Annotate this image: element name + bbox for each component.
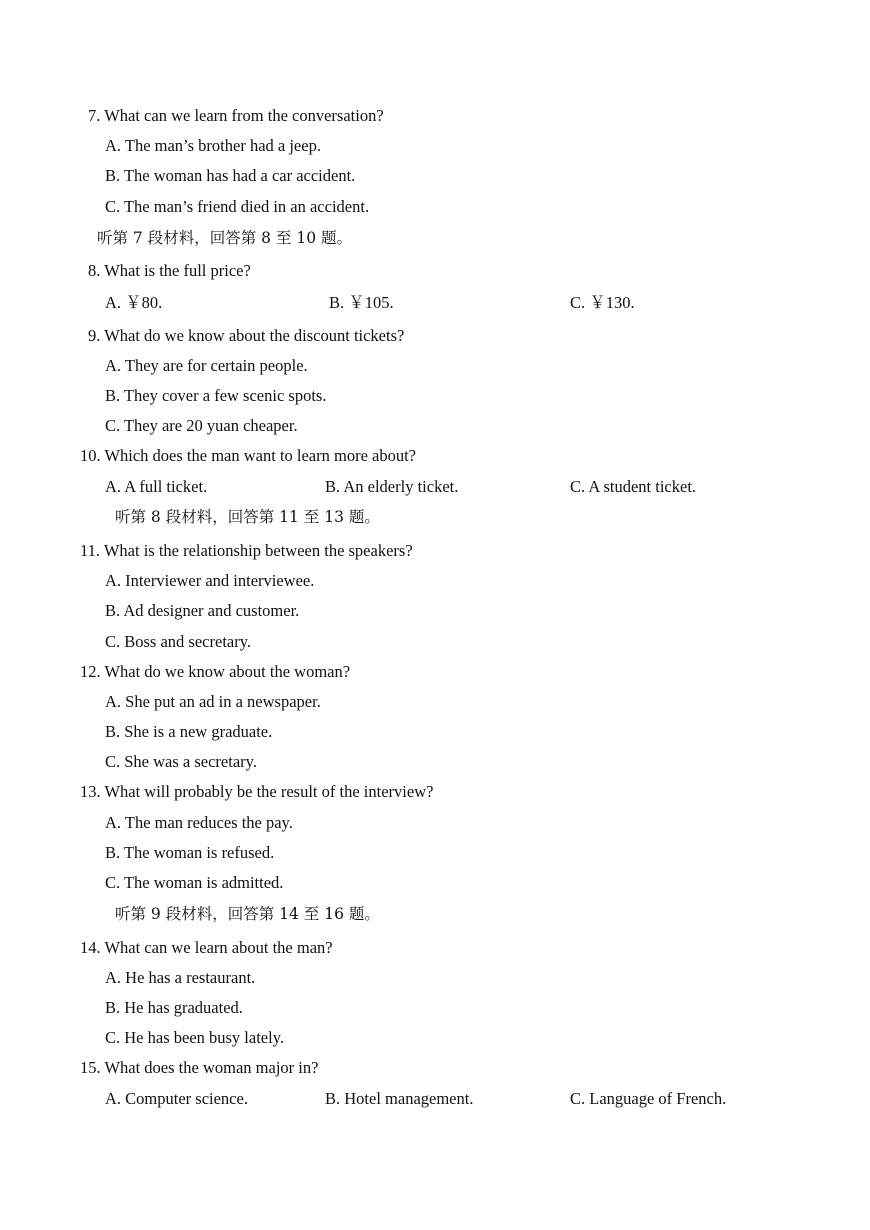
question-10: 10. Which does the man want to learn more about? bbox=[80, 446, 417, 465]
question-8-option-c: C. ￥130. bbox=[570, 293, 635, 312]
question-9-option-a: A. They are for certain people. bbox=[105, 356, 308, 375]
question-14: 14. What can we learn about the man? bbox=[80, 938, 333, 957]
question-10-option-c: C. A student ticket. bbox=[570, 477, 697, 496]
question-7-option-c: C. The man’s friend died in an accident. bbox=[105, 197, 370, 216]
question-13-option-c: C. The woman is admitted. bbox=[105, 873, 284, 892]
question-14-option-b: B. He has graduated. bbox=[105, 998, 243, 1017]
question-9: 9. What do we know about the discount tickets? bbox=[88, 326, 405, 345]
question-12-option-a: A. She put an ad in a newspaper. bbox=[105, 692, 321, 711]
question-11-option-c: C. Boss and secretary. bbox=[105, 632, 252, 651]
question-13: 13. What will probably be the result of the interview? bbox=[80, 782, 434, 801]
question-13-option-b: B. The woman is refused. bbox=[105, 843, 275, 862]
section-7-instruction: 听第 7 段材料，回答第 8 至 10 题。 bbox=[97, 229, 353, 247]
question-11-option-b: B. Ad designer and customer. bbox=[105, 601, 300, 620]
question-10-option-a: A. A full ticket. bbox=[105, 477, 208, 496]
question-12: 12. What do we know about the woman? bbox=[80, 662, 351, 681]
question-7-option-a: A. The man’s brother had a jeep. bbox=[105, 136, 321, 155]
question-15: 15. What does the woman major in? bbox=[80, 1058, 319, 1077]
question-15-option-b: B. Hotel management. bbox=[325, 1089, 474, 1108]
question-9-option-b: B. They cover a few scenic spots. bbox=[105, 386, 327, 405]
question-13-option-a: A. The man reduces the pay. bbox=[105, 813, 293, 832]
question-11: 11. What is the relationship between the speakers? bbox=[80, 541, 413, 560]
question-10-option-b: B. An elderly ticket. bbox=[325, 477, 459, 496]
question-14-option-a: A. He has a restaurant. bbox=[105, 968, 256, 987]
question-8-option-b: B. ￥105. bbox=[329, 293, 394, 312]
question-8-option-a: A. ￥80. bbox=[105, 293, 163, 312]
question-15-option-c: C. Language of French. bbox=[570, 1089, 727, 1108]
section-9-instruction: 听第 9 段材料，回答第 14 至 16 题。 bbox=[115, 905, 380, 923]
question-7: 7. What can we learn from the conversation? bbox=[88, 106, 384, 125]
section-8-instruction: 听第 8 段材料，回答第 11 至 13 题。 bbox=[115, 508, 380, 526]
question-11-option-a: A. Interviewer and interviewee. bbox=[105, 571, 315, 590]
question-9-option-c: C. They are 20 yuan cheaper. bbox=[105, 416, 298, 435]
question-12-option-b: B. She is a new graduate. bbox=[105, 722, 273, 741]
question-7-option-b: B. The woman has had a car accident. bbox=[105, 166, 356, 185]
question-14-option-c: C. He has been busy lately. bbox=[105, 1028, 285, 1047]
question-15-option-a: A. Computer science. bbox=[105, 1089, 248, 1108]
question-12-option-c: C. She was a secretary. bbox=[105, 752, 257, 771]
question-8: 8. What is the full price? bbox=[88, 261, 251, 280]
